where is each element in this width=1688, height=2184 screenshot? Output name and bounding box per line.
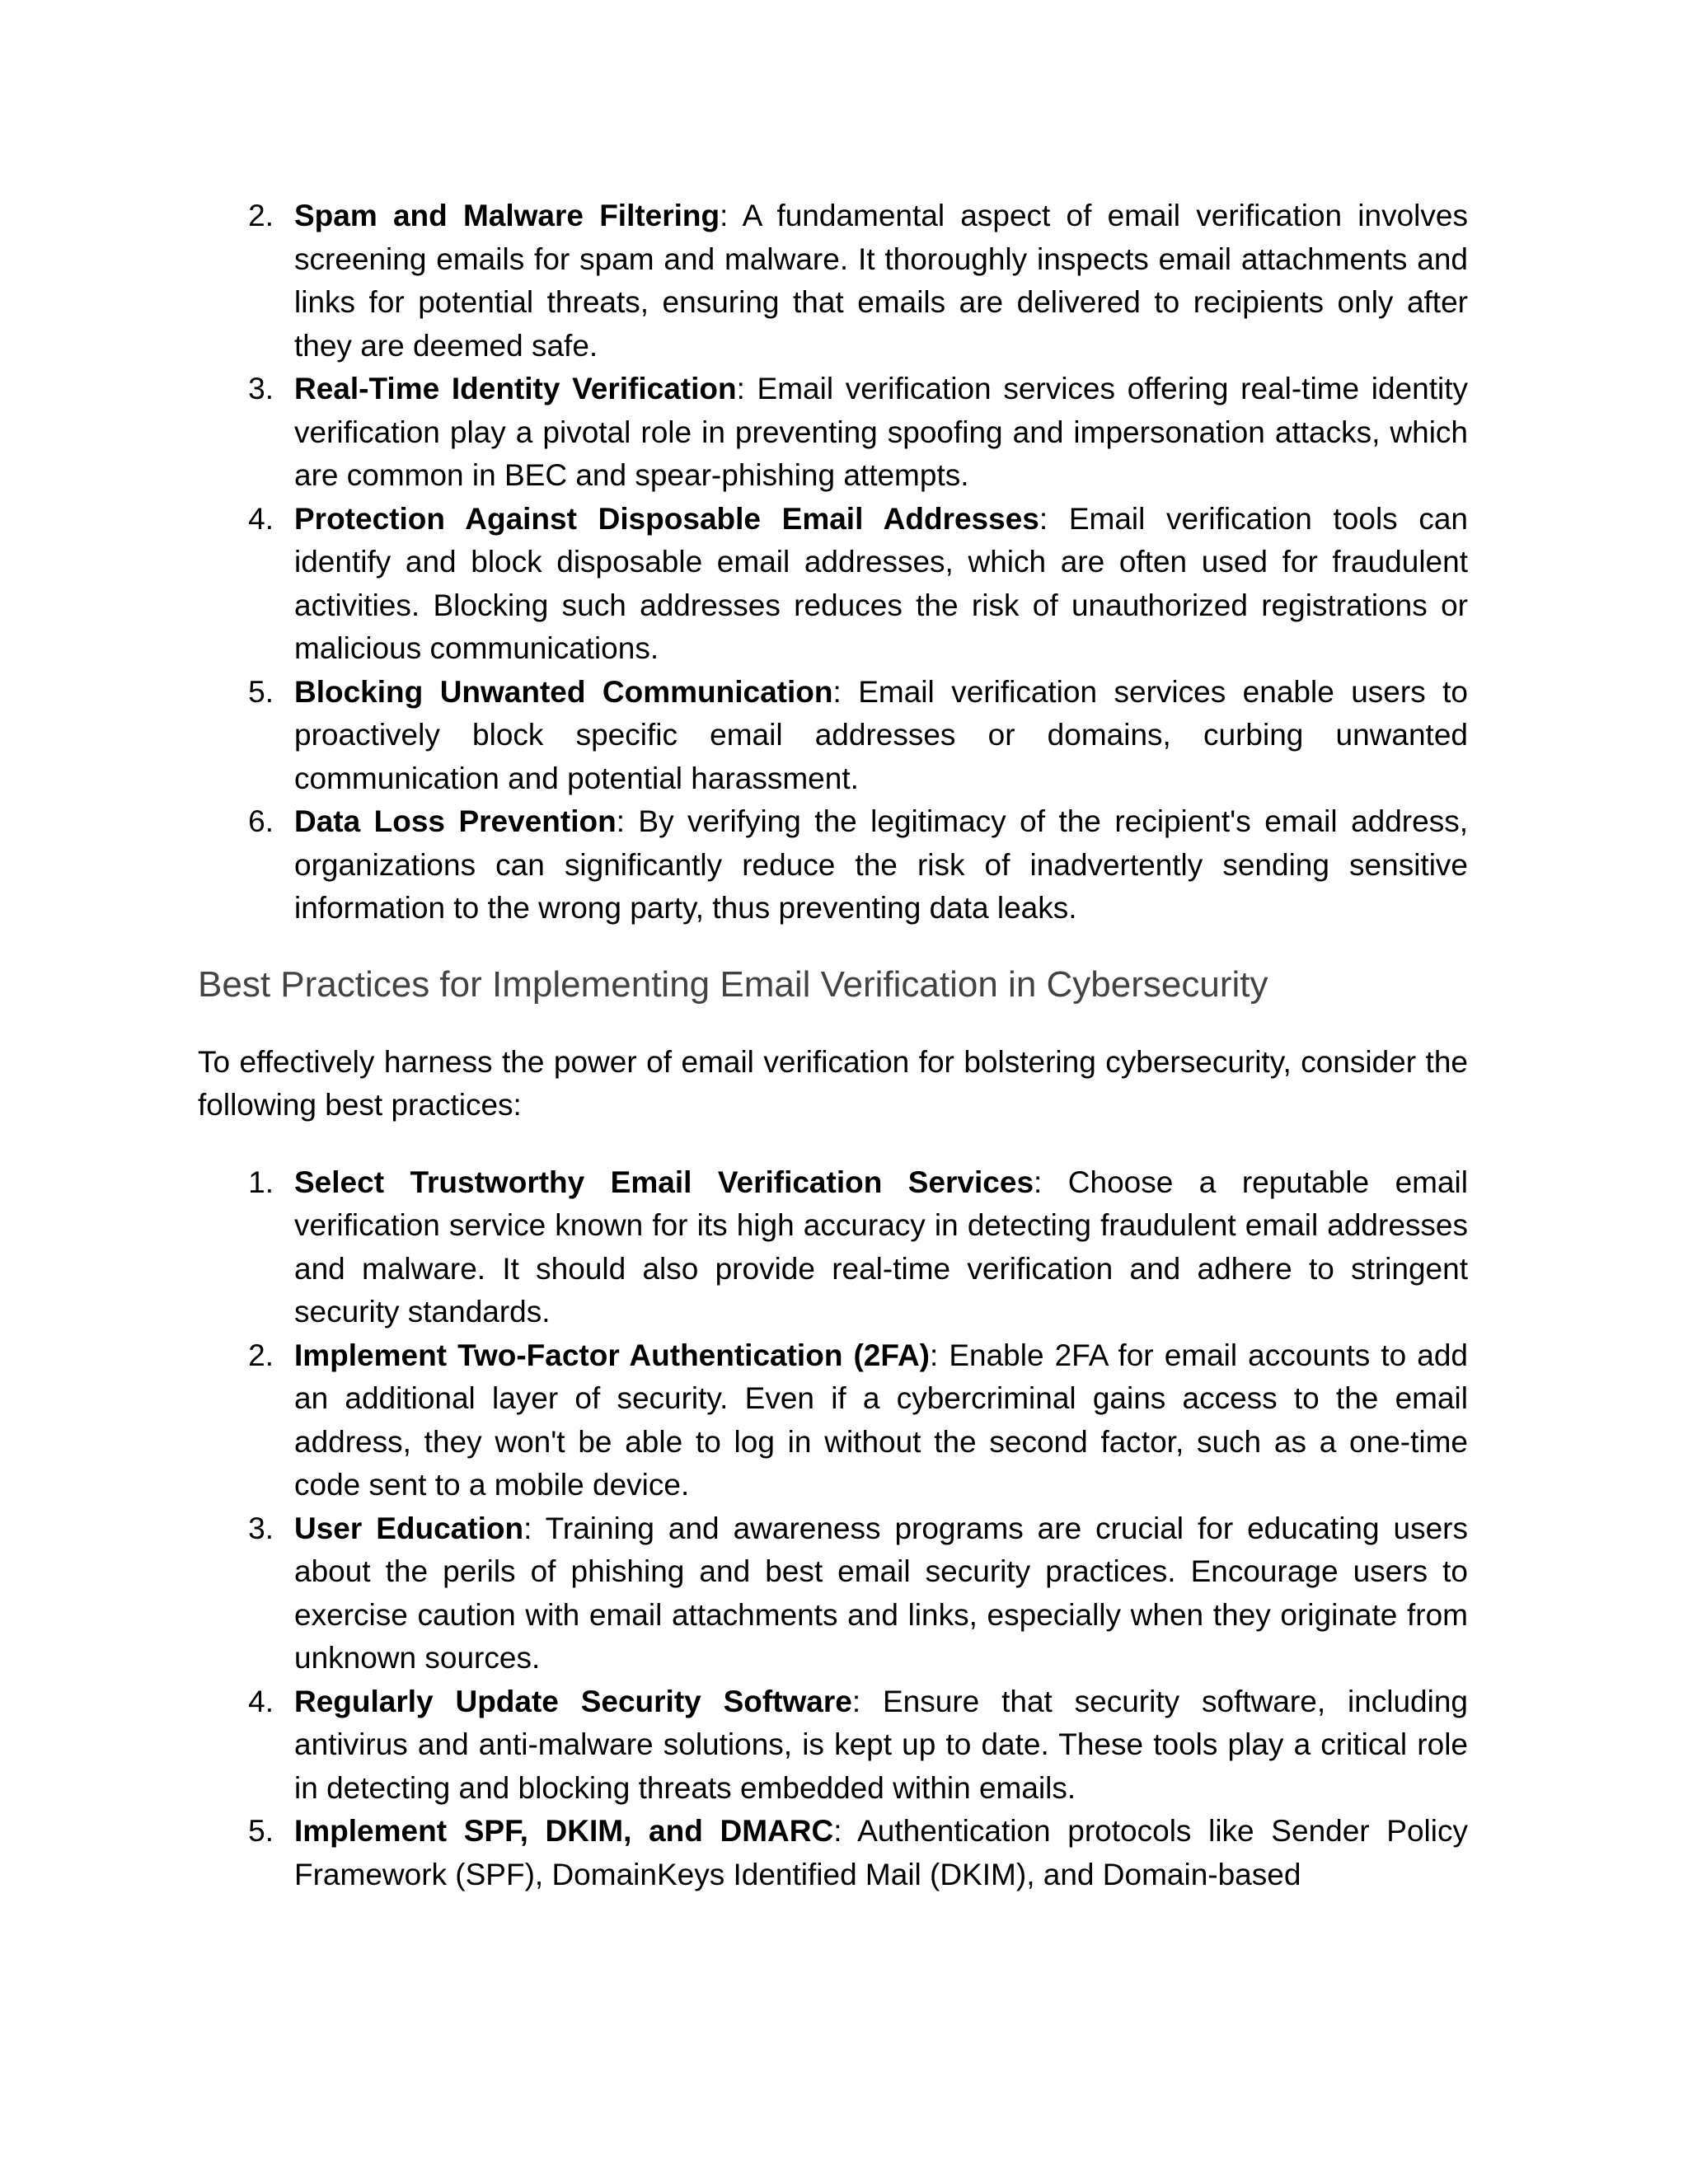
list-item-number: 2. xyxy=(248,1338,274,1372)
list-item-title: Protection Against Disposable Email Addresses xyxy=(294,501,1039,536)
list-item-title: Real-Time Identity Verification xyxy=(294,372,737,405)
list-item-number: 6. xyxy=(248,804,274,838)
list-item xyxy=(198,1680,1468,1811)
list-item-title: Implement SPF, DKIM, and DMARC xyxy=(294,1814,834,1848)
list-item xyxy=(198,194,1468,368)
list-item xyxy=(198,1507,1468,1680)
list-item-title: Blocking Unwanted Communication xyxy=(294,674,833,709)
list-item xyxy=(198,1334,1468,1507)
list-item-number: 3. xyxy=(248,372,274,405)
list-item-title: Data Loss Prevention xyxy=(294,804,617,838)
list-item xyxy=(198,671,1468,801)
list-item-title: Select Trustworthy Email Verification Services xyxy=(294,1165,1034,1199)
list-item-title: Regularly Update Security Software xyxy=(294,1684,852,1718)
document-page xyxy=(198,194,1468,1896)
list-item-number: 1. xyxy=(248,1165,274,1199)
list-item-number: 5. xyxy=(248,674,274,709)
list-item-text: : Email verification services offering real-time identity verification play a pivotal role in preventing spoofing and impersonation attacks, which are common in BEC and spear-phishing attempts. xyxy=(294,372,1468,492)
list-item-text: : By verifying the legitimacy of the recipient's email address, organizations can significantly reduce the risk of inadvertently sending sensitive information to the wrong party, thus preventing data leaks. xyxy=(294,804,1468,925)
list-item-text: : Enable 2FA for email accounts to add an additional layer of security. Even if a cybercriminal gains access to the email address, they won't be able to log in without the second factor, such as a one-time code sent to a mobile device. xyxy=(294,1338,1468,1502)
list-item-number: 4. xyxy=(248,501,274,536)
list-item xyxy=(198,368,1468,498)
list-item-number: 4. xyxy=(248,1684,274,1718)
list-item-text: : Authentication protocols like Sender Policy Framework (SPF), DomainKeys Identified Mail (DKIM), and Domain-based xyxy=(294,1814,1468,1891)
list-item xyxy=(198,1810,1468,1896)
list-item-text: : A fundamental aspect of email verification involves screening emails for spam and malware. It thoroughly inspects email attachments and links for potential threats, ensuring that emails are delivered to recipients only after they are deemed safe. xyxy=(294,199,1468,363)
list-item-text: : Email verification services enable users to proactively block specific email addresses or domains, curbing unwanted communication and potential harassment. xyxy=(294,674,1469,795)
list-item-title: Spam and Malware Filtering xyxy=(294,199,720,232)
intro-paragraph: To effectively harness the power of email verification for bolstering cybersecurity, consider the following best practices: xyxy=(198,1044,1468,1122)
best-practices-list xyxy=(198,1161,1468,1897)
list-item-number: 5. xyxy=(248,1814,274,1848)
benefits-list xyxy=(198,194,1468,930)
list-item-text: : Choose a reputable email verification service known for its high accuracy in detecting fraudulent email addresses and malware. It should also provide real-time verification and adhere to stringent security standards. xyxy=(294,1165,1468,1329)
list-item xyxy=(198,498,1468,671)
section-heading: Best Practices for Implementing Email Verification in Cybersecurity xyxy=(198,963,1268,1005)
list-item-number: 3. xyxy=(248,1511,274,1545)
list-item-text: : Training and awareness programs are crucial for educating users about the perils of phishing and best email security practices. Encourage users to exercise caution with email attachments and links, especially when they originate from unknown sources. xyxy=(294,1511,1468,1675)
list-item-text: : Ensure that security software, including antivirus and anti-malware solutions, is kept up to date. These tools play a critical role in detecting and blocking threats embedded within emails. xyxy=(294,1684,1469,1805)
list-item-number: 2. xyxy=(248,199,274,232)
list-item-title: Implement Two-Factor Authentication (2FA) xyxy=(294,1338,930,1372)
list-item-title: User Education xyxy=(294,1511,524,1545)
list-item xyxy=(198,800,1468,930)
list-item xyxy=(198,1161,1468,1334)
list-item-text: : Email verification tools can identify and block disposable email addresses, which are often used for fraudulent activities. Blocking such addresses reduces the risk of unauthorized registrations or malicious communications. xyxy=(294,501,1468,665)
